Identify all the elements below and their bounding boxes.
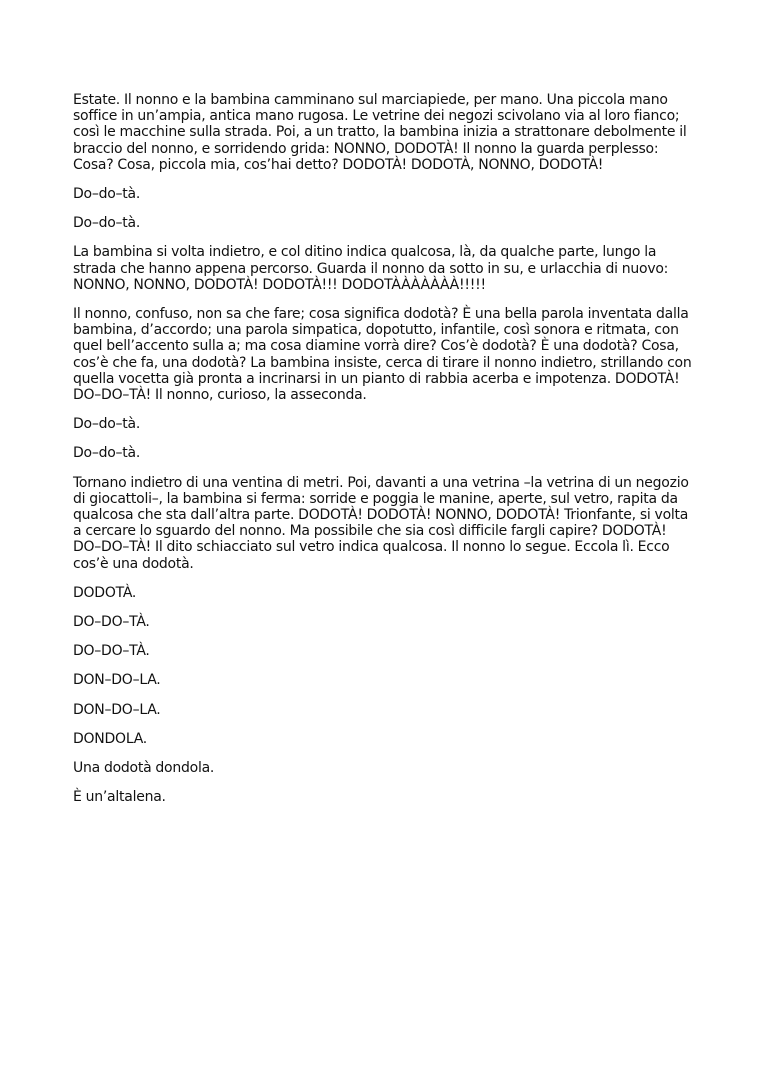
paragraph-10: DO–DO–TÀ. (73, 614, 150, 631)
paragraph-3: Do–do–tà. (73, 215, 141, 232)
document-body (73, 92, 693, 819)
paragraph-5: Il nonno, confuso, non sa che fare; cosa significa dodotà? È una bella parola inventata dalla bambina, d’accordo; una parola simpatica, dopotutto, infantile, così sonora e ritmata, con quel bell’accento sulla a; ma cosa diamine vorrà dire? Cos’è dodotà? È una dodotà? Cosa, cos’è che fa, una dodotà? La bambina insiste, cerca di tirare il nonno indietro, strillando con quella vocetta già pronta a incrinarsi in un pianto di rabbia acerba e impotenza. DODOTÀ! DO–DO–TÀ! Il nonno, curioso, la asseconda. (73, 306, 692, 404)
paragraph-7: Do–do–tà. (73, 445, 141, 462)
paragraph-4: La bambina si volta indietro, e col ditino indica qualcosa, là, da qualche parte, lungo la strada che hanno appena percorso. Guarda il nonno da sotto in su, e urlacchia di nuovo: NONNO, NONNO, DODOTÀ! DODOTÀ!!! DODOTÀÀÀÀÀÀÀ!!!!! (73, 244, 669, 293)
paragraph-11: DO–DO–TÀ. (73, 643, 150, 660)
paragraph-9: DODOTÀ. (73, 584, 137, 601)
paragraph-6: Do–do–tà. (73, 416, 141, 433)
paragraph-16: È un’altalena. (73, 789, 166, 806)
paragraph-2: Do–do–tà. (73, 186, 141, 203)
paragraph-1: Estate. Il nonno e la bambina camminano sul marciapiede, per mano. Una piccola mano soffice in un’ampia, antica mano rugosa. Le vetrine dei negozi scivolano via al loro fianco; così le macchine sulla strada. Poi, a un tratto, la bambina inizia a strattonare debolmente il braccio del nonno, e sorridendo grida: NONNO, DODOTÀ! Il nonno la guarda perplesso: Cosa? Cosa, piccola mia, cos’hai detto? DODOTÀ! DODOTÀ, NONNO, DODOTÀ! (73, 92, 687, 173)
paragraph-15: Una dodotà dondola. (73, 760, 215, 777)
paragraph-14: DONDOLA. (73, 730, 147, 747)
paragraph-13: DON–DO–LA. (73, 701, 161, 718)
paragraph-8: Tornano indietro di una ventina di metri. Poi, davanti a una vetrina –la vetrina di un negozio di giocattoli–, la bambina si ferma: sorride e poggia le manine, aperte, sul vetro, rapita da qualcosa che sta dall’altra parte. DODOTÀ! DODOTÀ! NONNO, DODOTÀ! Trionfante, si volta a cercare lo sguardo del nonno. Ma possibile che sia così difficile fargli capire? DODOTÀ! DO–DO–TÀ! Il dito schiacciato sul vetro indica qualcosa. Il nonno lo segue. Eccola lì. Ecco cos’è una dodotà. (73, 474, 689, 572)
paragraph-12: DON–DO–LA. (73, 672, 161, 689)
